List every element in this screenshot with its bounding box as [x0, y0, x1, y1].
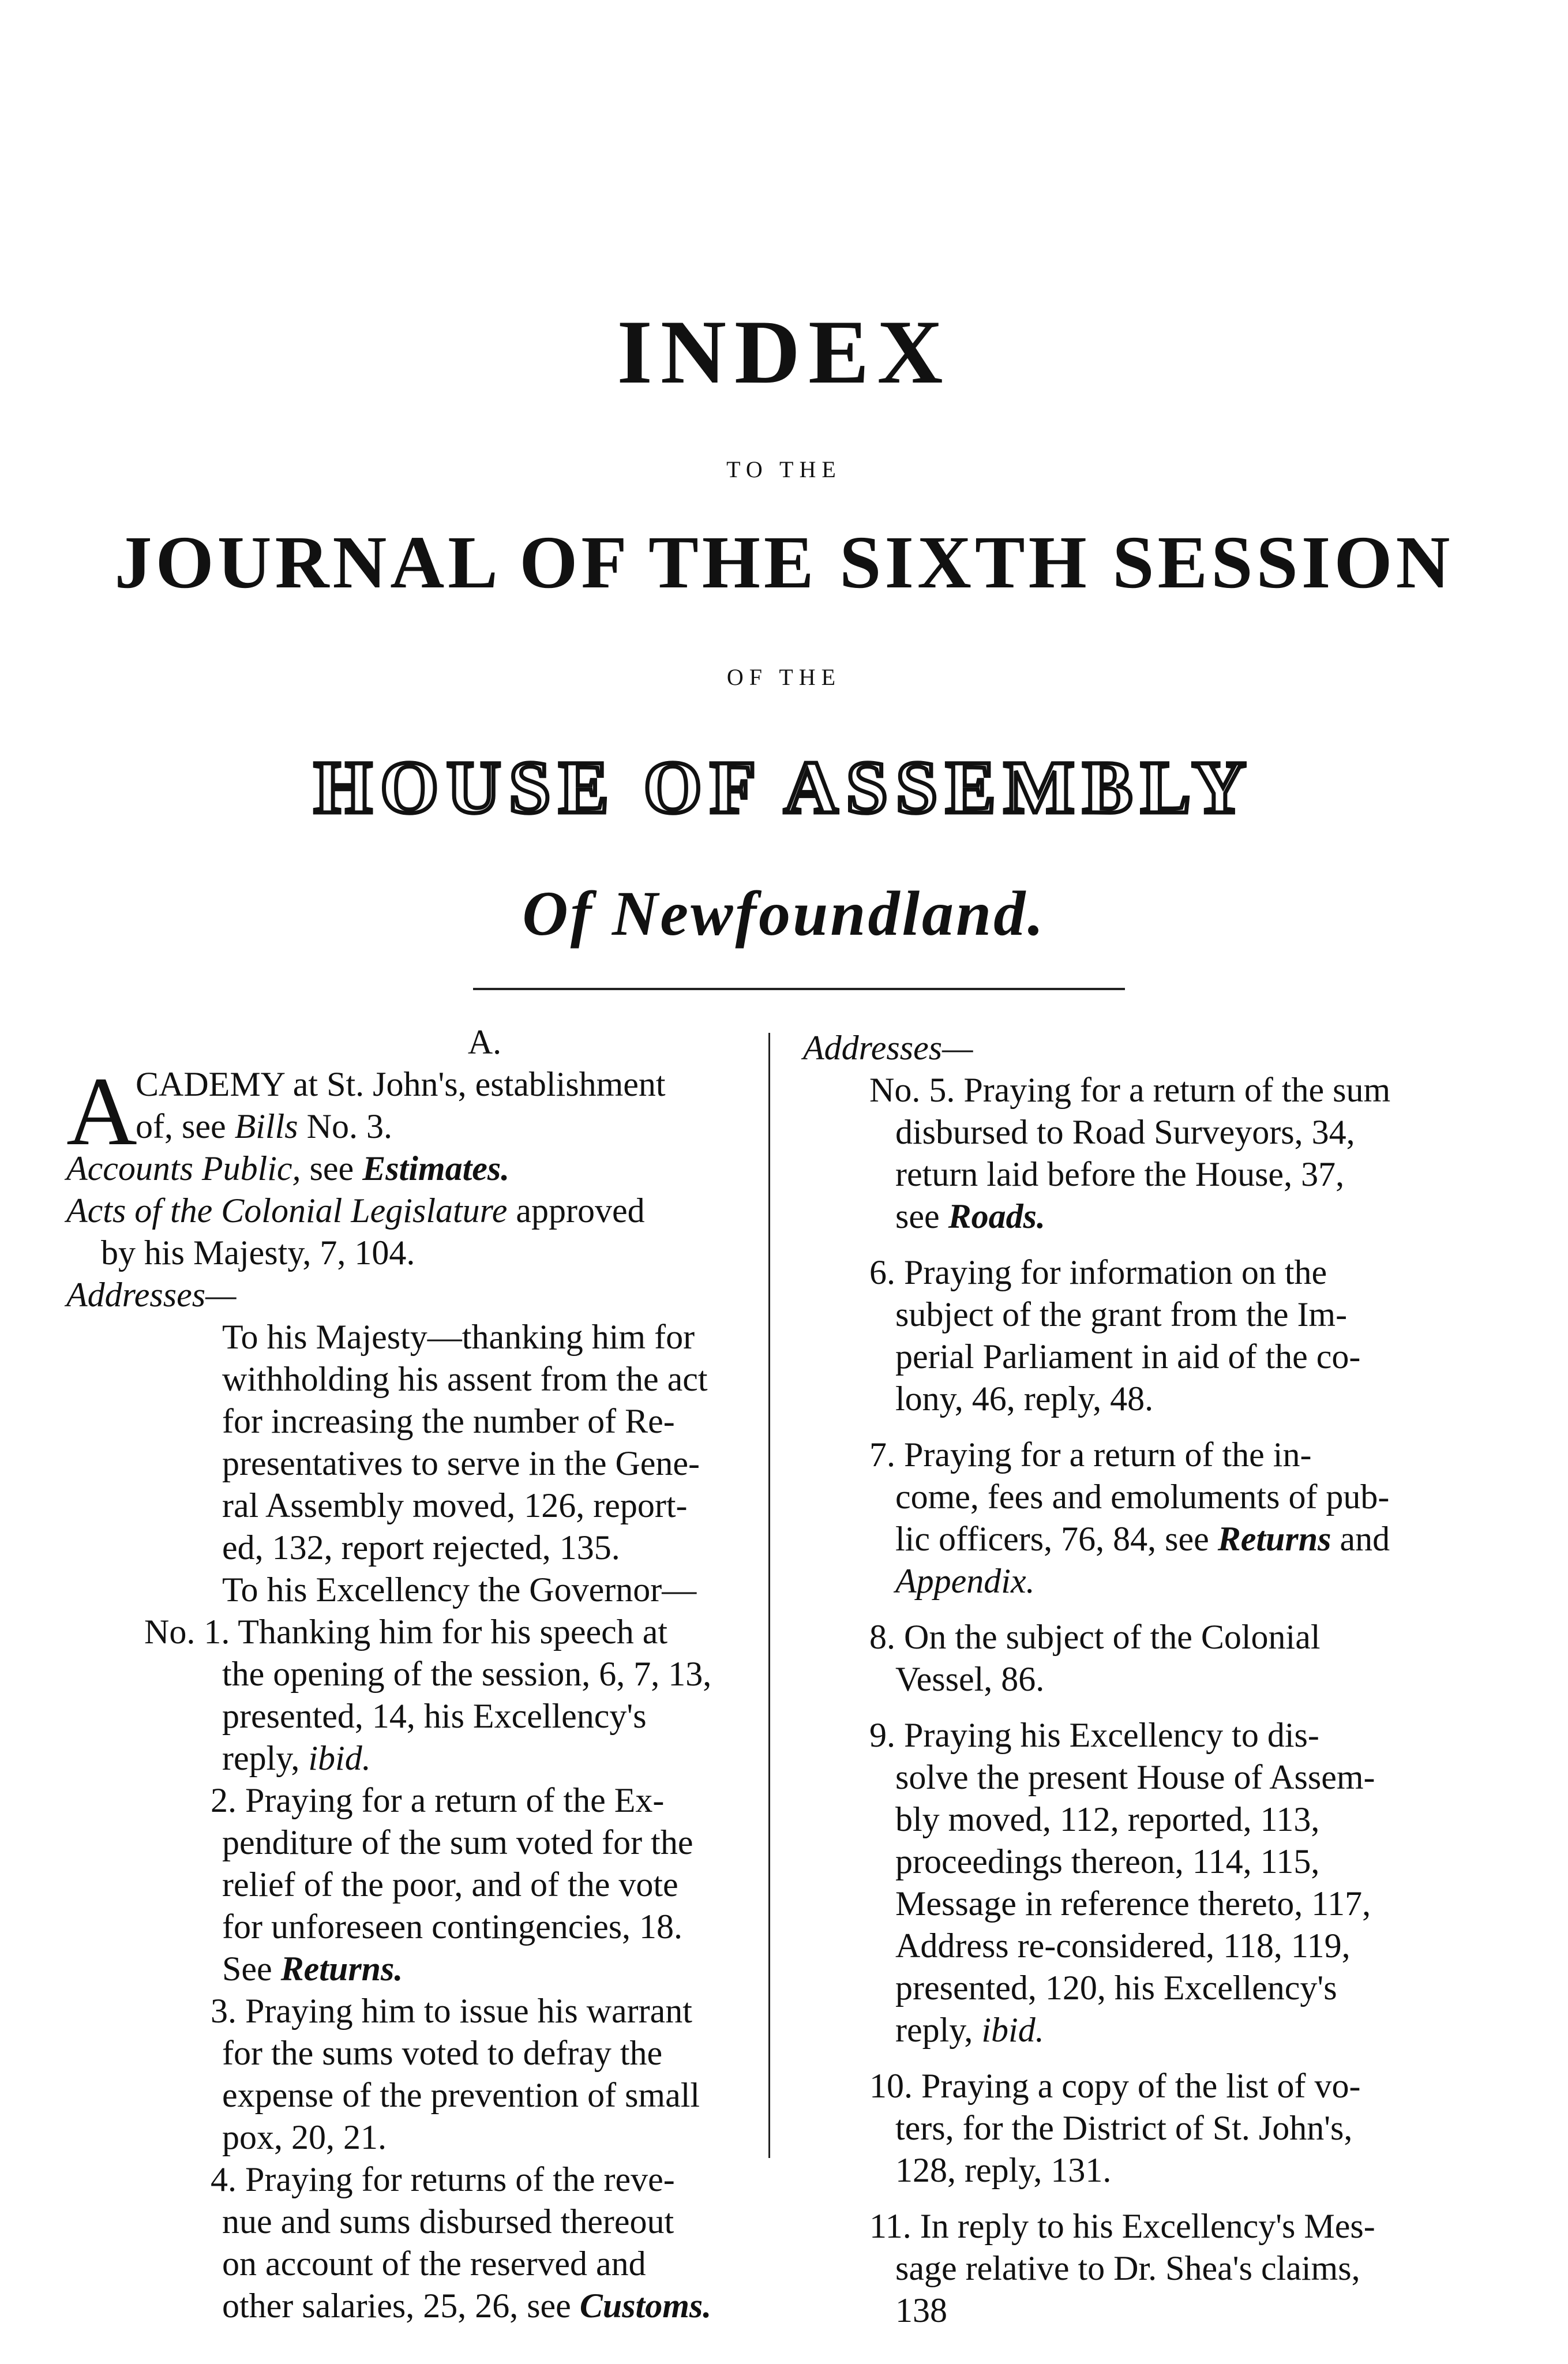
index-line: for the sums voted to defray the [222, 2034, 663, 2072]
column-divider [768, 1033, 770, 2158]
index-line: 2. Praying for a return of the Ex- [211, 1781, 665, 1819]
index-line: disbursed to Road Surveyors, 34, [895, 1113, 1355, 1151]
index-line: on account of the reserved and [222, 2245, 646, 2283]
index-line: 9. Praying his Excellency to dis- [869, 1716, 1319, 1754]
index-line: expense of the prevention of small [222, 2076, 700, 2114]
index-line: No. 5. Praying for a return of the sum [869, 1071, 1391, 1109]
index-line: See Returns. [222, 1950, 403, 1988]
index-line: for unforeseen contingencies, 18. [222, 1908, 683, 1946]
index-line: sage relative to Dr. Shea's claims, [895, 2249, 1360, 2287]
index-line: presented, 14, his Excellency's [222, 1697, 647, 1735]
index-line: the opening of the session, 6, 7, 13, [222, 1655, 712, 1693]
index-line: of, see Bills No. 3. [136, 1107, 392, 1145]
index-line: 6. Praying for information on the [869, 1253, 1327, 1291]
right-column [803, 1027, 1501, 2332]
index-line: bly moved, 112, reported, 113, [895, 1800, 1320, 1838]
index-line: presented, 120, his Excellency's [895, 1969, 1337, 2007]
index-line: proceedings thereon, 114, 115, [895, 1842, 1320, 1880]
index-line: 3. Praying him to issue his warrant [211, 1992, 692, 2030]
newfoundland-title: Of Newfoundland. [522, 878, 1046, 949]
index-line: 8. On the subject of the Colonial [869, 1618, 1321, 1656]
drop-cap: A [66, 1057, 137, 1166]
index-line: come, fees and emoluments of pub- [895, 1478, 1390, 1516]
header-divider [473, 988, 1125, 990]
to-the-label: TO THE [726, 456, 842, 482]
index-line: penditure of the sum voted for the [222, 1823, 693, 1861]
index-line: Addresses— [803, 1029, 973, 1067]
index-line: reply, ibid. [222, 1739, 371, 1777]
index-line: lony, 46, reply, 48. [895, 1380, 1154, 1418]
index-line: nue and sums disbursed thereout [222, 2202, 674, 2241]
index-line: Acts of the Colonial Legislature approved [66, 1192, 645, 1230]
index-line: No. 1. Thanking him for his speech at [144, 1613, 668, 1651]
index-line: other salaries, 25, 26, see Customs. [222, 2287, 712, 2325]
index-line: return laid before the House, 37, [895, 1155, 1345, 1193]
index-line: perial Parliament in aid of the co- [895, 1338, 1361, 1376]
index-line: subject of the grant from the Im- [895, 1295, 1348, 1333]
house-title: HOUSE OF ASSEMBLY [314, 746, 1254, 829]
index-line: Address re-considered, 118, 119, [895, 1927, 1351, 1965]
index-line: withholding his assent from the act [222, 1360, 708, 1398]
index-line: relief of the poor, and of the vote [222, 1865, 678, 1904]
index-line: To his Excellency the Governor— [222, 1571, 697, 1609]
left-column [66, 1021, 759, 2327]
index-line: Appendix. [895, 1562, 1035, 1600]
index-line: ters, for the District of St. John's, [895, 2109, 1353, 2147]
index-line: Vessel, 86. [895, 1660, 1045, 1698]
index-line: reply, ibid. [895, 2011, 1044, 2049]
journal-title: JOURNAL OF THE SIXTH SESSION [114, 521, 1454, 604]
index-line: Addresses— [66, 1276, 237, 1314]
index-line: see Roads. [895, 1197, 1045, 1235]
index-line: 7. Praying for a return of the in- [869, 1436, 1312, 1474]
index-title: INDEX [617, 302, 951, 403]
index-line: Message in reference thereto, 117, [895, 1885, 1371, 1923]
index-line: lic officers, 76, 84, see Returns and [895, 1520, 1390, 1558]
index-line: ral Assembly moved, 126, report- [222, 1486, 688, 1524]
index-line: 10. Praying a copy of the list of vo- [869, 2067, 1361, 2105]
section-letter: A. [467, 1023, 502, 1061]
index-line: ed, 132, report rejected, 135. [222, 1528, 620, 1567]
index-line: by his Majesty, 7, 104. [101, 1234, 415, 1272]
index-line: To his Majesty—thanking him for [222, 1318, 695, 1356]
index-line: pox, 20, 21. [222, 2118, 387, 2156]
index-line: CADEMY at St. John's, establishment [136, 1065, 666, 1103]
of-the-label: OF THE [726, 664, 842, 690]
index-line: for increasing the number of Re- [222, 1402, 675, 1440]
index-line: 4. Praying for returns of the reve- [211, 2160, 675, 2198]
index-line: Accounts Public, see Estimates. [66, 1149, 510, 1187]
index-line: 128, reply, 131. [895, 2151, 1112, 2189]
index-line: 11. In reply to his Excellency's Mes- [869, 2207, 1375, 2245]
index-line: solve the present House of Assem- [895, 1758, 1375, 1796]
index-line: presentatives to serve in the Gene- [222, 1444, 700, 1482]
index-line: 138 [895, 2291, 947, 2329]
